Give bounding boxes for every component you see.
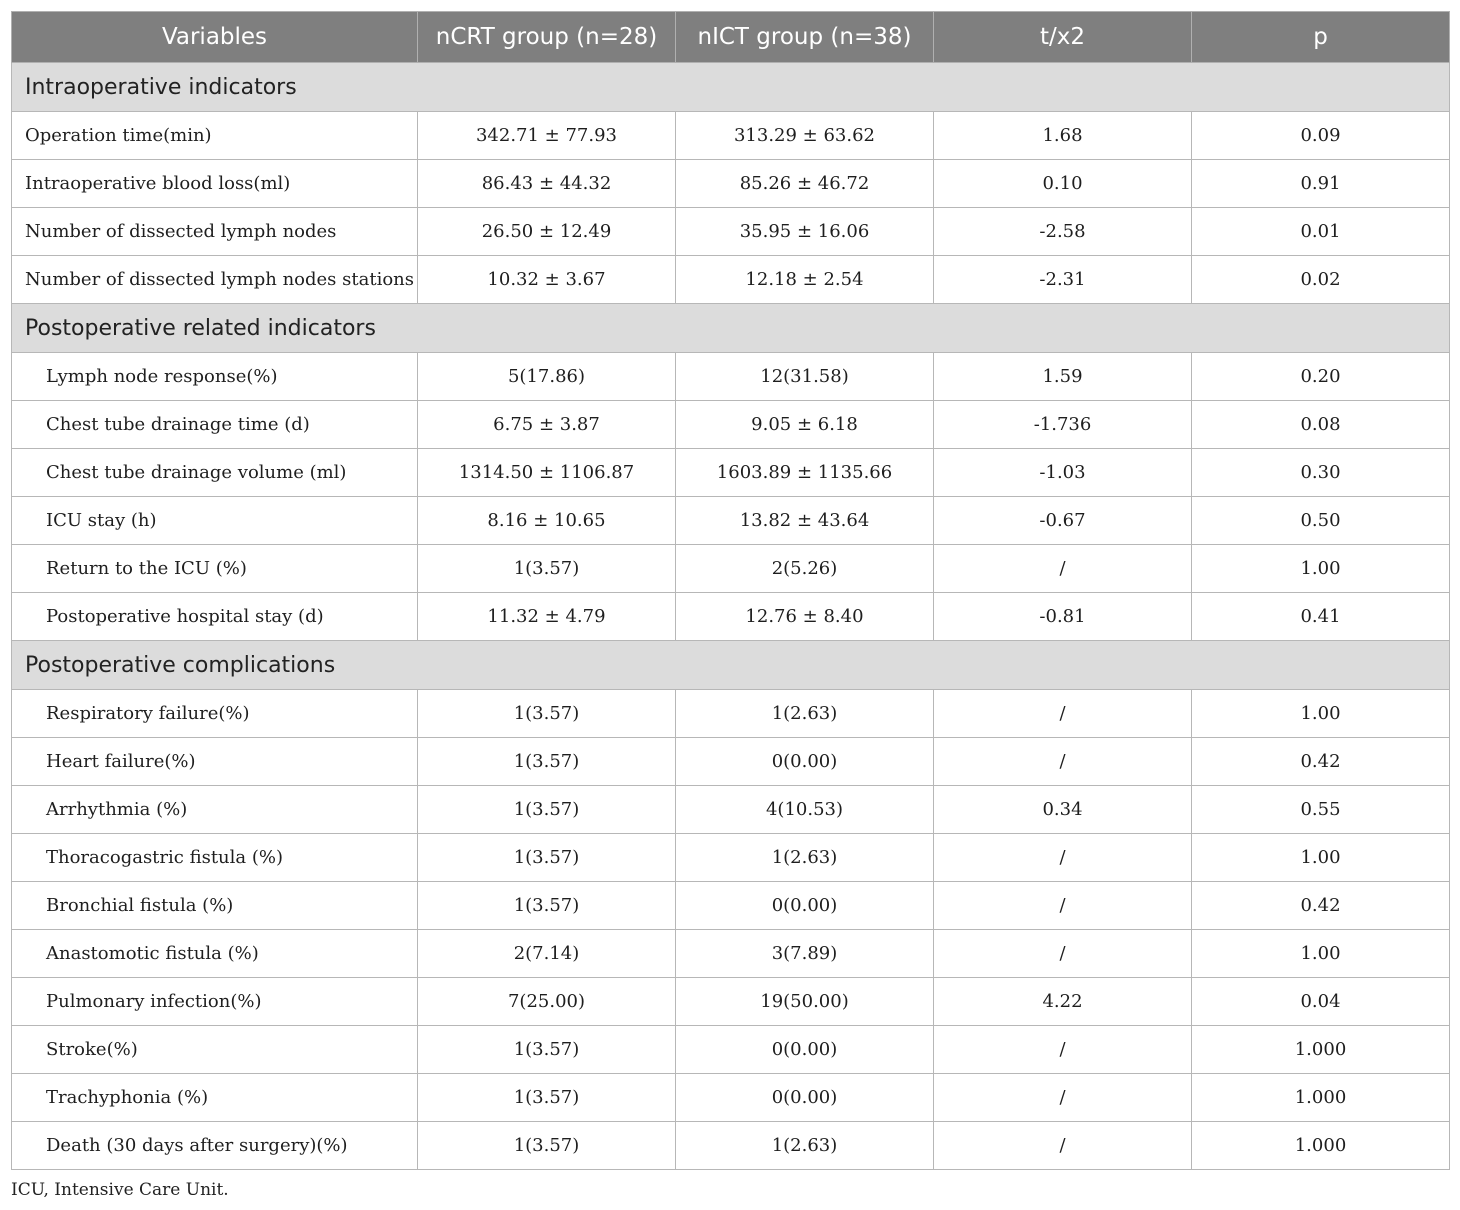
nict-value-cell: 2(5.26) [676, 545, 934, 593]
ncrt-value-cell: 1(3.57) [418, 882, 676, 930]
statistic-cell: -1.03 [934, 449, 1192, 497]
section-title: Intraoperative indicators [12, 63, 1450, 112]
nict-value-cell: 0(0.00) [676, 882, 934, 930]
table-row [12, 401, 1450, 449]
p-value-cell: 1.000 [1192, 1074, 1450, 1122]
statistic-cell: -2.58 [934, 208, 1192, 256]
ncrt-value-cell: 5(17.86) [418, 353, 676, 401]
table-row [12, 978, 1450, 1026]
results-table [11, 11, 1450, 1170]
variable-cell: Respiratory failure(%) [12, 690, 418, 738]
variable-cell: Operation time(min) [12, 112, 418, 160]
statistic-cell: / [934, 834, 1192, 882]
table-row [12, 497, 1450, 545]
statistic-cell: / [934, 545, 1192, 593]
statistic-cell: -1.736 [934, 401, 1192, 449]
p-value-cell: 1.00 [1192, 545, 1450, 593]
ncrt-value-cell: 1(3.57) [418, 690, 676, 738]
nict-value-cell: 1603.89 ± 1135.66 [676, 449, 934, 497]
nict-value-cell: 0(0.00) [676, 1026, 934, 1074]
ncrt-value-cell: 7(25.00) [418, 978, 676, 1026]
variable-cell: Pulmonary infection(%) [12, 978, 418, 1026]
statistic-cell: / [934, 882, 1192, 930]
section-header-row [12, 641, 1450, 690]
statistic-cell: / [934, 738, 1192, 786]
ncrt-value-cell: 26.50 ± 12.49 [418, 208, 676, 256]
ncrt-value-cell: 1(3.57) [418, 1074, 676, 1122]
nict-value-cell: 19(50.00) [676, 978, 934, 1026]
ncrt-value-cell: 1(3.57) [418, 1122, 676, 1170]
table-row [12, 353, 1450, 401]
table-row [12, 690, 1450, 738]
statistic-cell: / [934, 690, 1192, 738]
p-value-cell: 0.42 [1192, 882, 1450, 930]
p-value-cell: 1.00 [1192, 834, 1450, 882]
statistic-cell: 0.34 [934, 786, 1192, 834]
statistic-cell: -0.67 [934, 497, 1192, 545]
variable-cell: Anastomotic fistula (%) [12, 930, 418, 978]
ncrt-value-cell: 1(3.57) [418, 1026, 676, 1074]
p-value-cell: 1.000 [1192, 1122, 1450, 1170]
variable-cell: Bronchial fistula (%) [12, 882, 418, 930]
statistic-cell: / [934, 930, 1192, 978]
p-value-cell: 0.41 [1192, 593, 1450, 641]
table-row [12, 545, 1450, 593]
variable-cell: Lymph node response(%) [12, 353, 418, 401]
p-value-cell: 0.20 [1192, 353, 1450, 401]
variable-cell: Intraoperative blood loss(ml) [12, 160, 418, 208]
statistic-cell: -2.31 [934, 256, 1192, 304]
header-p-value: p [1192, 12, 1450, 63]
statistic-cell: -0.81 [934, 593, 1192, 641]
ncrt-value-cell: 1(3.57) [418, 738, 676, 786]
section-title: Postoperative related indicators [12, 304, 1450, 353]
statistic-cell: 1.59 [934, 353, 1192, 401]
header-row [12, 12, 1450, 63]
nict-value-cell: 3(7.89) [676, 930, 934, 978]
variable-cell: Death (30 days after surgery)(%) [12, 1122, 418, 1170]
p-value-cell: 0.91 [1192, 160, 1450, 208]
table-row [12, 208, 1450, 256]
variable-cell: Number of dissected lymph nodes [12, 208, 418, 256]
p-value-cell: 1.000 [1192, 1026, 1450, 1074]
header-variables: Variables [12, 12, 418, 63]
nict-value-cell: 1(2.63) [676, 834, 934, 882]
table-row [12, 786, 1450, 834]
p-value-cell: 1.00 [1192, 690, 1450, 738]
variable-cell: Thoracogastric fistula (%) [12, 834, 418, 882]
section-title: Postoperative complications [12, 641, 1450, 690]
p-value-cell: 1.00 [1192, 930, 1450, 978]
nict-value-cell: 35.95 ± 16.06 [676, 208, 934, 256]
variable-cell: Number of dissected lymph nodes stations [12, 256, 418, 304]
variable-cell: Postoperative hospital stay (d) [12, 593, 418, 641]
nict-value-cell: 13.82 ± 43.64 [676, 497, 934, 545]
header-ncrt-group: nCRT group (n=28) [418, 12, 676, 63]
nict-value-cell: 1(2.63) [676, 690, 934, 738]
table-row [12, 449, 1450, 497]
nict-value-cell: 1(2.63) [676, 1122, 934, 1170]
statistic-cell: 1.68 [934, 112, 1192, 160]
header-test-statistic: t/x2 [934, 12, 1192, 63]
table-row [12, 1074, 1450, 1122]
table-row [12, 834, 1450, 882]
results-table-container [11, 11, 1449, 1170]
ncrt-value-cell: 1(3.57) [418, 786, 676, 834]
statistic-cell: 0.10 [934, 160, 1192, 208]
nict-value-cell: 12.76 ± 8.40 [676, 593, 934, 641]
p-value-cell: 0.01 [1192, 208, 1450, 256]
ncrt-value-cell: 342.71 ± 77.93 [418, 112, 676, 160]
variable-cell: Return to the ICU (%) [12, 545, 418, 593]
table-row [12, 593, 1450, 641]
ncrt-value-cell: 1(3.57) [418, 834, 676, 882]
statistic-cell: / [934, 1074, 1192, 1122]
ncrt-value-cell: 2(7.14) [418, 930, 676, 978]
table-row [12, 738, 1450, 786]
table-row [12, 882, 1450, 930]
p-value-cell: 0.04 [1192, 978, 1450, 1026]
nict-value-cell: 12.18 ± 2.54 [676, 256, 934, 304]
ncrt-value-cell: 6.75 ± 3.87 [418, 401, 676, 449]
ncrt-value-cell: 1(3.57) [418, 545, 676, 593]
statistic-cell: 4.22 [934, 978, 1192, 1026]
variable-cell: Chest tube drainage volume (ml) [12, 449, 418, 497]
variable-cell: Heart failure(%) [12, 738, 418, 786]
p-value-cell: 0.30 [1192, 449, 1450, 497]
nict-value-cell: 9.05 ± 6.18 [676, 401, 934, 449]
nict-value-cell: 313.29 ± 63.62 [676, 112, 934, 160]
variable-cell: Arrhythmia (%) [12, 786, 418, 834]
table-row [12, 1026, 1450, 1074]
variable-cell: Stroke(%) [12, 1026, 418, 1074]
p-value-cell: 0.55 [1192, 786, 1450, 834]
p-value-cell: 0.08 [1192, 401, 1450, 449]
ncrt-value-cell: 8.16 ± 10.65 [418, 497, 676, 545]
ncrt-value-cell: 1314.50 ± 1106.87 [418, 449, 676, 497]
header-nict-group: nICT group (n=38) [676, 12, 934, 63]
statistic-cell: / [934, 1122, 1192, 1170]
nict-value-cell: 12(31.58) [676, 353, 934, 401]
table-footnote: ICU, Intensive Care Unit. [11, 1180, 229, 1200]
p-value-cell: 0.02 [1192, 256, 1450, 304]
variable-cell: Trachyphonia (%) [12, 1074, 418, 1122]
p-value-cell: 0.09 [1192, 112, 1450, 160]
variable-cell: ICU stay (h) [12, 497, 418, 545]
nict-value-cell: 85.26 ± 46.72 [676, 160, 934, 208]
section-header-row [12, 63, 1450, 112]
table-row [12, 256, 1450, 304]
section-header-row [12, 304, 1450, 353]
table-body [12, 63, 1450, 1170]
nict-value-cell: 0(0.00) [676, 1074, 934, 1122]
nict-value-cell: 0(0.00) [676, 738, 934, 786]
table-row [12, 160, 1450, 208]
table-row [12, 930, 1450, 978]
table-row [12, 112, 1450, 160]
nict-value-cell: 4(10.53) [676, 786, 934, 834]
ncrt-value-cell: 11.32 ± 4.79 [418, 593, 676, 641]
ncrt-value-cell: 86.43 ± 44.32 [418, 160, 676, 208]
p-value-cell: 0.50 [1192, 497, 1450, 545]
statistic-cell: / [934, 1026, 1192, 1074]
p-value-cell: 0.42 [1192, 738, 1450, 786]
ncrt-value-cell: 10.32 ± 3.67 [418, 256, 676, 304]
variable-cell: Chest tube drainage time (d) [12, 401, 418, 449]
table-row [12, 1122, 1450, 1170]
